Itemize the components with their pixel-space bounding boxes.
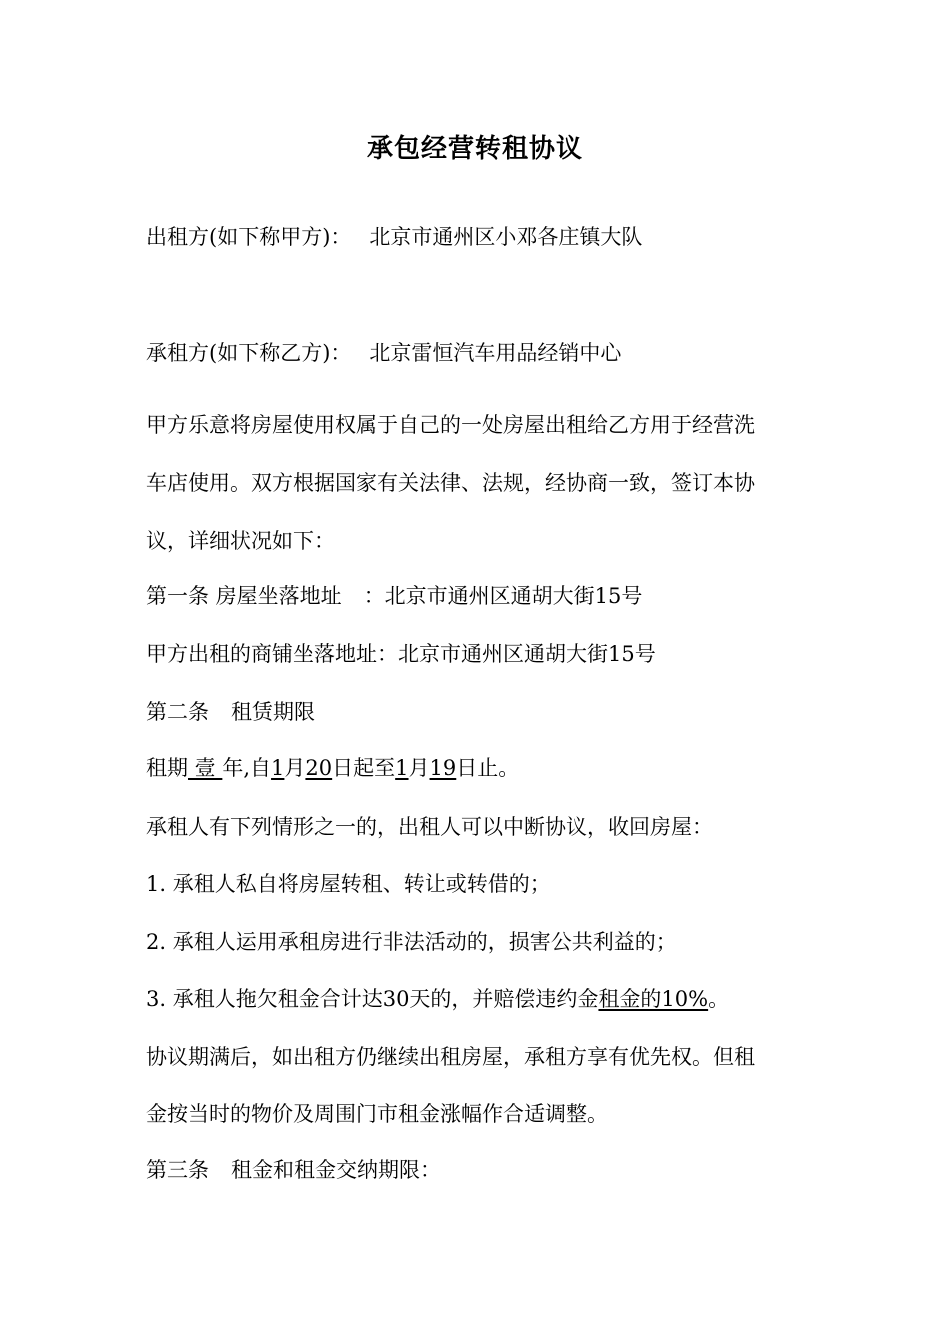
renewal-line-2: 金按当时的物价及周围门市租金涨幅作合适调整。 [146,1102,608,1126]
item3-text: 3. 承租人拖欠租金合计达30天的，并赔偿违约金 [146,987,599,1011]
lessor-value: 北京市通州区小邓各庄镇大队 [369,225,643,249]
termination-intro: 承租人有下列情形之一的，出租人可以中断协议，收回房屋： [146,815,713,839]
article1-heading: 第一条 房屋坐落地址 [146,584,342,608]
article3-line [146,1155,826,1185]
article1-line [146,581,826,611]
term-text-4: 月 [408,756,430,780]
article2-line [146,697,826,727]
termination-item-2: 2. 承租人运用承租房进行非法活动的，损害公共利益的； [146,930,677,954]
intro-line-2: 车店使用。双方根据国家有关法律、法规，经协商一致，签订本协 [146,471,755,495]
intro-line-3: 议，详细状况如下： [146,529,335,553]
term-start-month: 1 [271,756,285,780]
lessee-line [146,338,826,368]
term-text-2: 月 [284,756,306,780]
article1-value: ：北京市通州区通胡大街15号 [363,584,643,608]
article3-title: 租金和租金交纳期限： [231,1158,441,1182]
termination-item-1: 1. 承租人私自将房屋转租、转让或转借的； [146,872,551,896]
intro-line-1: 甲方乐意将房屋使用权属于自己的一处房屋出租给乙方用于经营洗 [146,413,755,437]
article2-title: 租赁期限 [231,700,315,724]
item3-end: 。 [708,987,730,1011]
term-end-day: 19 [429,756,457,780]
term-years: 壹 [188,756,223,780]
lessee-label: 承租方(如下称乙方)： [146,341,352,365]
lessee-value: 北京雷恒汽车用品经销中心 [369,341,622,365]
article3-heading: 第三条 [146,1158,209,1182]
term-start-day: 20 [305,756,333,780]
shop-address-line: 甲方出租的商铺坐落地址：北京市通州区通胡大街15号 [146,642,656,666]
renewal-line-1: 协议期满后，如出租方仍继续出租房屋，承租方享有优先权。但租 [146,1045,755,1069]
article2-heading: 第二条 [146,700,209,724]
termination-item-3 [146,984,826,1014]
term-end-month: 1 [395,756,409,780]
term-text-3: 日起至 [332,756,396,780]
term-line [146,753,826,783]
document-title: 承包经营转租协议 [366,134,583,164]
term-text-5: 日止。 [456,756,520,780]
term-text-1: 年,自 [222,756,272,780]
lessor-line [146,222,826,252]
term-prefix: 租期 [146,756,188,780]
lessor-label: 出租方(如下称甲方)： [146,225,352,249]
item3-underlined: 租金的10% [598,987,709,1011]
